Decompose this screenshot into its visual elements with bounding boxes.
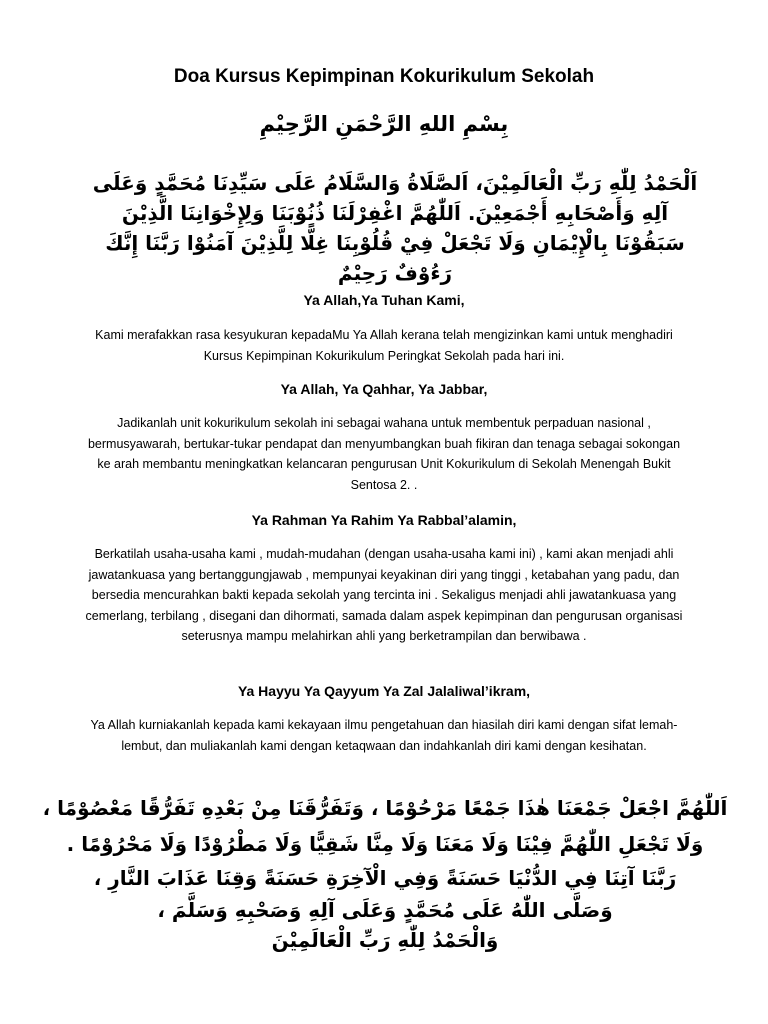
section-paragraph-3: Berkatilah usaha-usaha kami , mudah-mudahan (dengan usaha-usaha kami ini) , kami akan menjadi ahli jawatankuasa yang bertanggungjawab , mempunyai keyakinan diri yang tinggi , ketabahan yang padu, dan bersedia mencurahkan bakti kepada sekolah yang tercinta ini . Sekaligus menjadi ahli jawatankuasa yang cemerlang, terbilang , disegani dan dihormati, samada dalam aspek kepimpinan dan pengurusan organisasi seterusnya mampu melahirkan ahli yang berketrampilan dan berwibawa . [85, 547, 683, 643]
section-heading-1: Ya Allah,Ya Tuhan Kami, [303, 292, 465, 308]
closing-arabic-line-2: وَلَا تَجْعَلِ اللّٰهُمَّ فِيْنَا وَلَا مَعَنَا وَلَا مِنَّا شَقِيًّا وَلَا مَطْرُوْدًا وَلَا مَحْرُوْمًا . [66, 832, 704, 856]
closing-arabic-line-1: اَللّٰهُمَّ اجْعَلْ جَمْعَنَا هٰذَا جَمْعًا مَرْحُوْمًا ، وَتَفَرُّقَنَا مِنْ بَعْدِهِ تَفَرُّقًا مَعْصُوْمًا ، [42, 796, 728, 820]
closing-arabic-line-5: وَالْحَمْدُ لِلّٰهِ رَبِّ الْعَالَمِيْنَ [271, 928, 499, 952]
closing-arabic-line-3: رَبَّنَا آتِنَا فِي الدُّنْيَا حَسَنَةً وَفِي الْآخِرَةِ حَسَنَةً وَقِنَا عَذَابَ النَّارِ ، [93, 866, 677, 890]
document-title: Doa Kursus Kepimpinan Kokurikulum Sekolah [173, 66, 595, 87]
section-paragraph-4: Ya Allah kurniakanlah kepada kami kekayaan ilmu pengetahuan dan hiasilah diri kami dengan sifat lemah-lembut, dan muliakanlah kami dengan ketaqwaan dan indahkanlah diri kami dengan kesihatan. [90, 718, 678, 753]
section-heading-2: Ya Allah, Ya Qahhar, Ya Jabbar, [280, 381, 488, 397]
bismillah-arabic: بِسْمِ اللهِ الرَّحْمَنِ الرَّحِيْمِ [259, 112, 509, 136]
section-paragraph-1: Kami merafakkan rasa kesyukuran kepadaMu Ya Allah kerana telah mengizinkan kami untuk menghadiri Kursus Kepimpinan Kokurikulum Peringkat Sekolah pada hari ini. [95, 328, 673, 363]
opening-arabic-prayer: اَلْحَمْدُ لِلّٰهِ رَبِّ الْعَالَمِيْنَ، اَلصَّلَاةُ وَالسَّلَامُ عَلَى سَيِّدِنَا مُحَمَّدٍ وَعَلَى آلِهِ وَأَصْحَابِهِ أَجْمَعِيْنَ. اَللّٰهُمَّ اغْفِرْلَنَا ذُنُوْبَنَا وَلِإِخْوَانِنَا الَّذِيْنَ سَبَقُوْنَا بِالْإِيْمَانِ وَلَا تَجْعَلْ فِيْ قُلُوْبِنَا غِلًّا لِلَّذِيْنَ آمَنُوْا رَبَّنَا إِنَّكَ رَءُوْفٌ رَحِيْمٌ [92, 171, 698, 285]
section-heading-4: Ya Hayyu Ya Qayyum Ya Zal Jalaliwal’ikram, [237, 683, 531, 699]
section-paragraph-2: Jadikanlah unit kokurikulum sekolah ini sebagai wahana untuk membentuk perpaduan nasional , bermusyawarah, bertukar-tukar pendapat dan menyumbangkan buah fikiran dan tenaga sebagai sokongan ke arah membantu meningkatkan kelancaran pengurusan Unit Kokurikulum di Sekolah Menengah Bukit Sentosa 2. . [87, 416, 681, 492]
closing-arabic-line-4: وَصَلَّى اللّٰهُ عَلَى مُحَمَّدٍ وَعَلَى آلِهِ وَصَحْبِهِ وَسَلَّمَ ، [157, 898, 613, 922]
section-heading-3: Ya Rahman Ya Rahim Ya Rabbal’alamin, [251, 512, 517, 528]
